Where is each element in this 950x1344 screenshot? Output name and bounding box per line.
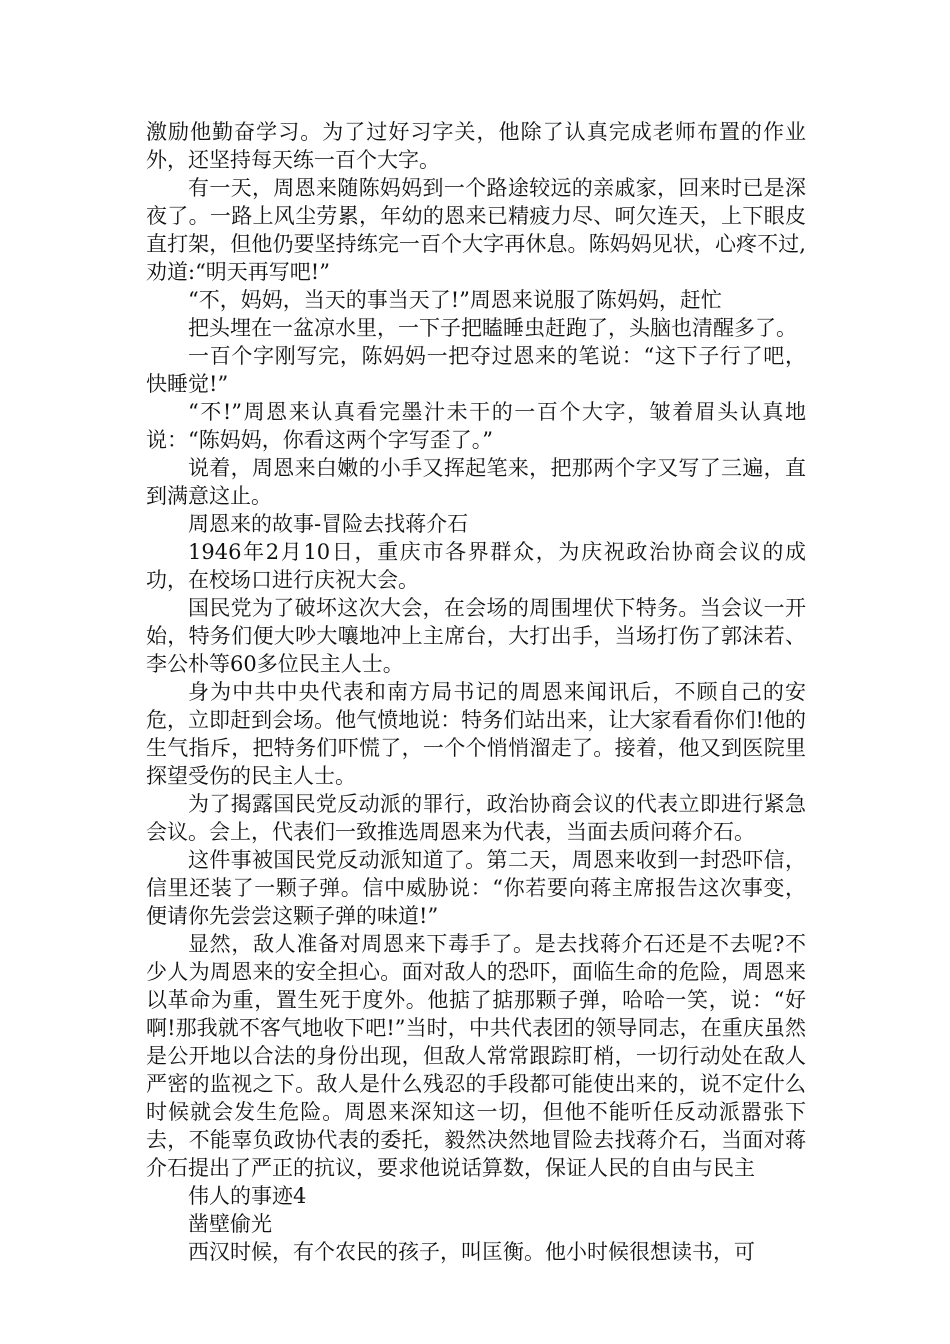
paragraph: 西汉时候，有个农民的孩子，叫匡衡。他小时候很想读书，可 xyxy=(188,1240,755,1264)
document-page xyxy=(146,118,806,1266)
paragraph: 激励他勤奋学习。为了过好习字关，他除了认真完成老师布置的作业外，还坚持每天练一百个大字。 xyxy=(146,120,806,172)
paragraph: 这件事被国民党反动派知道了。第二天，周恩来收到一封恐吓信，信里还装了一颗子弹。信中威胁说：“你若要向蒋主席报告这次事变，便请你先尝尝这颗子弹的味道!” xyxy=(146,848,806,928)
paragraph: 国民党为了破坏这次大会，在会场的周围埋伏下特务。当会议一开始，特务们便大吵大嚷地冲上主席台，大打出手，当场打伤了郭沫若、李公朴等60多位民主人士。 xyxy=(146,596,806,676)
paragraph: 说着，周恩来白嫩的小手又挥起笔来，把那两个字又写了三遍，直到满意这止。 xyxy=(146,456,806,508)
paragraph: 有一天，周恩来随陈妈妈到一个路途较远的亲戚家，回来时已是深夜了。一路上风尘劳累，年幼的恩来已精疲力尽、呵欠连天，上下眼皮直打架，但他仍要坚持练完一百个大字再休息。陈妈妈见状，心疼不过,劝道:“明天再写吧!” xyxy=(146,176,806,284)
paragraph: 把头埋在一盆凉水里，一下子把瞌睡虫赶跑了，头脑也清醒多了。 xyxy=(188,316,797,340)
section-heading: 伟人的事迹4 xyxy=(188,1184,307,1208)
section-heading: 凿壁偷光 xyxy=(188,1212,272,1236)
paragraph: 显然，敌人准备对周恩来下毒手了。是去找蒋介石还是不去呢?不少人为周恩来的安全担心。面对敌人的恐吓，面临生命的危险，周恩来以革命为重，置生死于度外。他掂了掂那颗子弹，哈哈一笑，说：“好啊!那我就不客气地收下吧!”当时，中共代表团的领导同志，在重庆虽然是公开地以合法的身份出现，但敌人常常跟踪盯梢，一切行动处在敌人严密的监视之下。敌人是什么残忍的手段都可能使出来的，说不定什么时候就会发生危险。周恩来深知这一切，但他不能听任反动派嚣张下去，不能辜负政协代表的委托，毅然决然地冒险去找蒋介石，当面对蒋介石提出了严正的抗议，要求他说话算数，保证人民的自由与民主 xyxy=(146,932,806,1180)
paragraph: “不，妈妈，当天的事当天了!”周恩来说服了陈妈妈，赶忙 xyxy=(188,288,722,312)
paragraph: 身为中共中央代表和南方局书记的周恩来闻讯后，不顾自己的安危，立即赶到会场。他气愤地说：特务们站出来，让大家看看你们!他的生气指斥，把特务们吓慌了，一个个悄悄溜走了。接着，他又到医院里探望受伤的民主人士。 xyxy=(146,680,806,788)
paragraph: 1946年2月10日，重庆市各界群众，为庆祝政治协商会议的成功，在校场口进行庆祝大会。 xyxy=(146,540,806,592)
paragraph: 一百个字刚写完，陈妈妈一把夺过恩来的笔说：“这下子行了吧，快睡觉!” xyxy=(146,344,806,396)
section-heading: 周恩来的故事-冒险去找蒋介石 xyxy=(188,512,469,536)
paragraph: “不!”周恩来认真看完墨汁未干的一百个大字，皱着眉头认真地说：“陈妈妈，你看这两个字写歪了。” xyxy=(146,400,806,452)
paragraph: 为了揭露国民党反动派的罪行，政治协商会议的代表立即进行紧急会议。会上，代表们一致推选周恩来为代表，当面去质问蒋介石。 xyxy=(146,792,806,844)
